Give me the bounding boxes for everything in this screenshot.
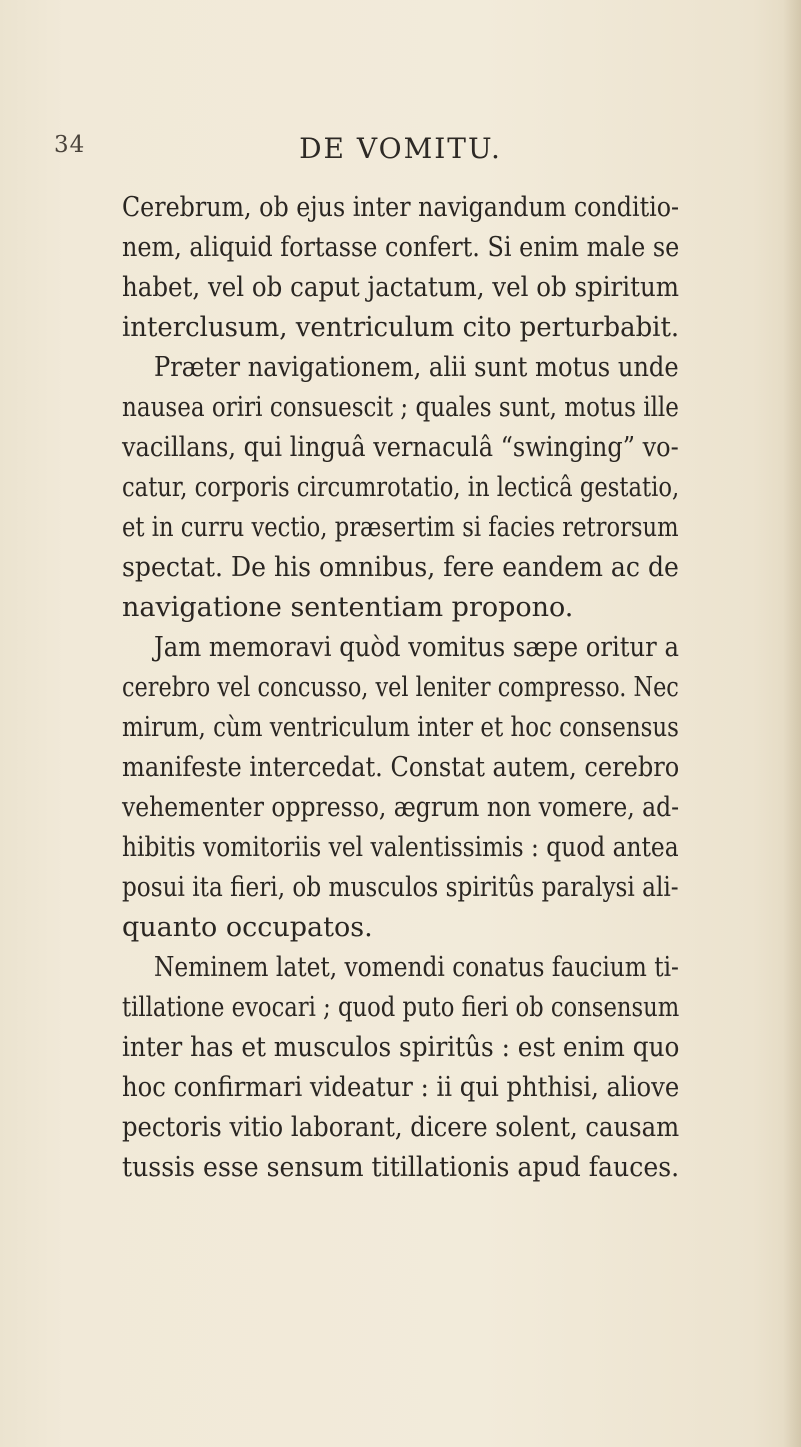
- text-line: posui ita fieri, ob musculos spiritûs paralysi ali-: [122, 872, 679, 903]
- text-line: nausea oriri consuescit ; quales sunt, motus ille: [122, 392, 679, 423]
- text-line: inter has et musculos spiritûs : est enim quo: [122, 1032, 680, 1063]
- text-line: vacillans, qui linguâ vernaculâ “swinging” vo-: [122, 432, 679, 463]
- text-line: nem, aliquid fortasse confert. Si enim male se: [122, 232, 680, 263]
- text-line: navigatione sententiam propono.: [122, 592, 574, 623]
- text-line: vehementer oppresso, ægrum non vomere, ad-: [122, 792, 680, 823]
- text-line: cerebro vel concusso, vel leniter compresso. Nec: [122, 672, 679, 703]
- text-line: catur, corporis circumrotatio, in lecticâ gestatio,: [122, 472, 680, 503]
- text-line: mirum, cùm ventriculum inter et hoc consensus: [122, 712, 679, 743]
- text-line: Cerebrum, ob ejus inter navigandum conditio-: [122, 192, 680, 223]
- text-line: manifeste intercedat. Constat autem, cerebro: [122, 752, 680, 783]
- text-line: et in curru vectio, præsertim si facies retrorsum: [122, 512, 679, 543]
- page-header: [0, 132, 801, 172]
- page-number: 34: [54, 132, 86, 158]
- text-line: habet, vel ob caput jactatum, vel ob spiritum: [122, 272, 679, 303]
- text-line: hibitis vomitoriis vel valentissimis : quod antea: [122, 832, 679, 863]
- text-line: hoc confirmari videatur : ii qui phthisi, aliove: [122, 1072, 680, 1103]
- text-line: pectoris vitio laborant, dicere solent, causam: [122, 1112, 680, 1143]
- text-line: Præter navigationem, alii sunt motus unde: [154, 352, 679, 383]
- running-title: DE VOMITU.: [299, 132, 502, 165]
- text-line: tussis esse sensum titillationis apud fauces.: [122, 1152, 680, 1183]
- text-line: quanto occupatos.: [122, 912, 373, 943]
- text-line: spectat. De his omnibus, fere eandem ac de: [122, 552, 679, 583]
- text-line: tillatione evocari ; quod puto fieri ob consensum: [122, 992, 680, 1023]
- text-line: Jam memoravi quòd vomitus sæpe oritur a: [154, 632, 679, 663]
- text-line: interclusum, ventriculum cito perturbabit.: [122, 312, 680, 343]
- page-edge-shadow: [783, 0, 801, 1447]
- text-line: Neminem latet, vomendi conatus faucium ti-: [154, 952, 679, 983]
